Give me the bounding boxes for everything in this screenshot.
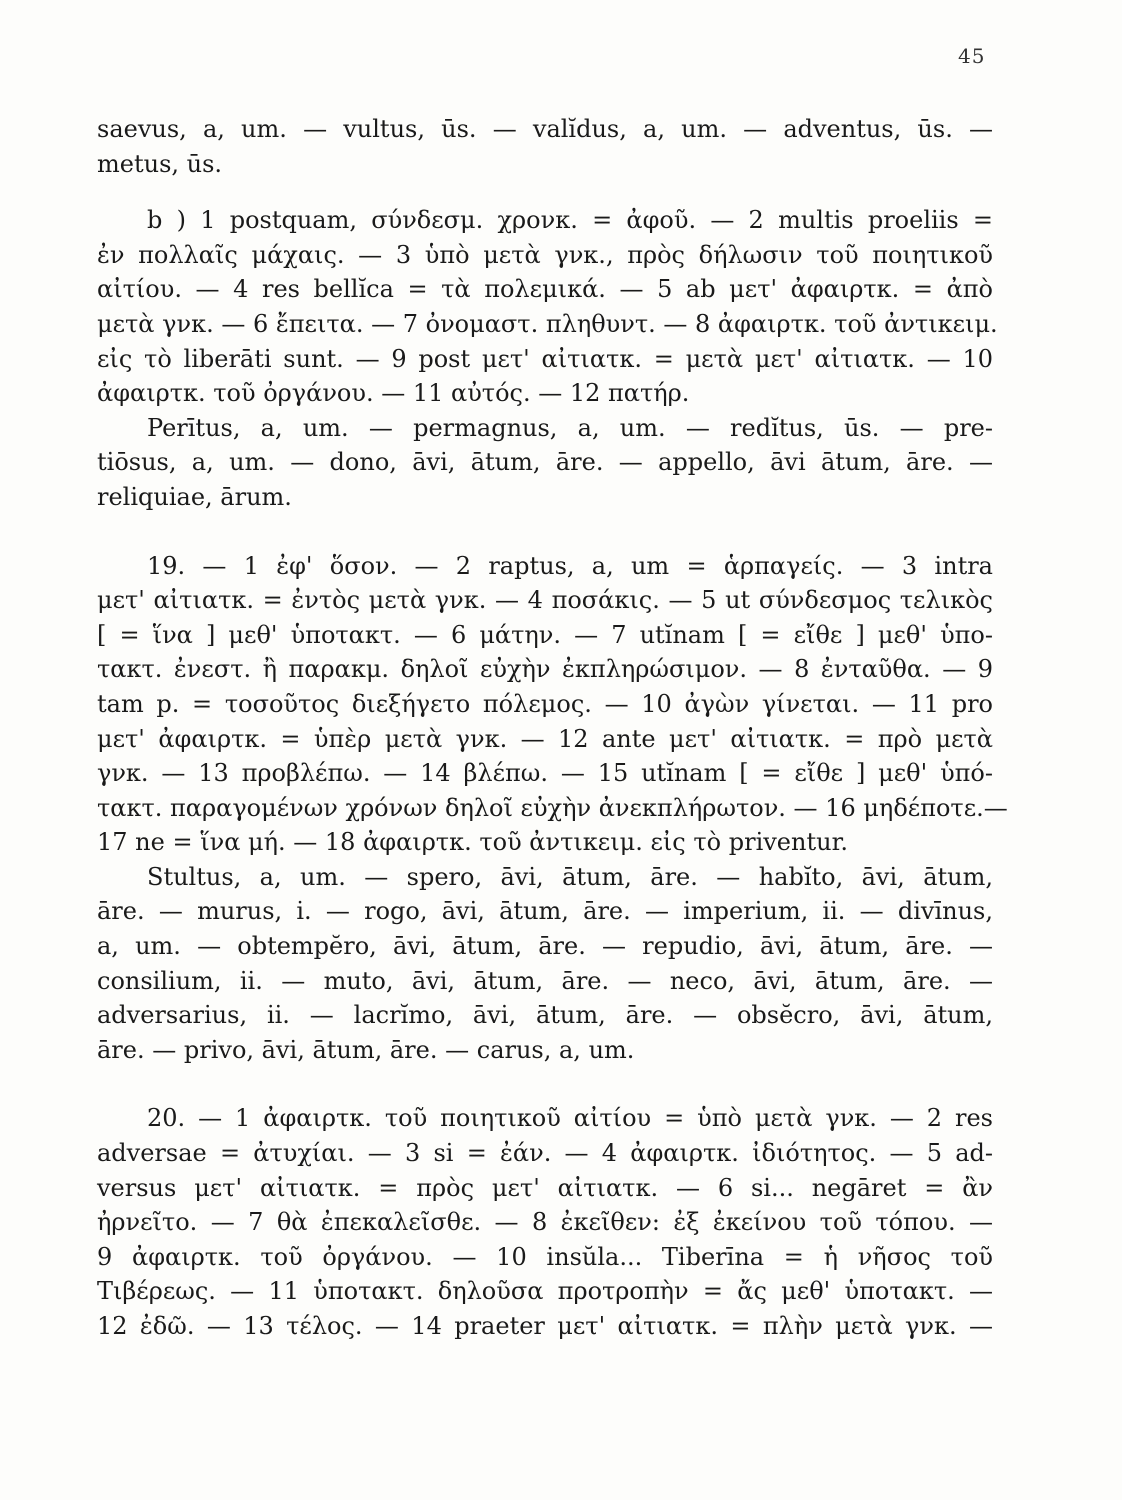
- text-line: versus μετ' αἰτιατκ. = πρὸς μετ' αἰτιατκ. — 6 si... negāret = ἂν: [97, 1173, 993, 1202]
- text-line: adversarius, ii. — lacrĭmo, āvi, ātum, āre. — obsĕcro, āvi, ātum,: [97, 1001, 993, 1030]
- text-line: adversae = ἀτυχίαι. — 3 si = ἐάν. — 4 ἀφαιρτκ. ἰδιότητος. — 5 ad-: [97, 1139, 993, 1168]
- text-line: āre. — murus, i. — rogo, āvi, ātum, āre. — imperium, ii. — divīnus,: [97, 897, 993, 926]
- text-line: 20. — 1 ἀφαιρτκ. τοῦ ποιητικοῦ αἰτίου = ὑπὸ μετὰ γνκ. — 2 res: [147, 1104, 993, 1133]
- text-line: μετ' ἀφαιρτκ. = ὑπὲρ μετὰ γνκ. — 12 ante μετ' αἰτιατκ. = πρὸ μετὰ: [97, 724, 993, 753]
- text-line: τακτ. ἐνεστ. ἢ παρακμ. δηλοῖ εὐχὴν ἐκπληρώσιμον. — 8 ἐνταῦθα. — 9: [97, 655, 993, 684]
- vocabulary-paragraph-top: [97, 112, 993, 181]
- page-number: 45: [958, 44, 986, 68]
- text-line: Stultus, a, um. — spero, āvi, ātum, āre. — habĭto, āvi, ātum,: [147, 862, 993, 891]
- text-line: 19. — 1 ἐφ' ὅσον. — 2 raptus, a, um = ἁρπαγείς. — 3 intra: [147, 551, 993, 580]
- paragraph-gap: [97, 181, 993, 203]
- paragraph-gap: [97, 515, 993, 549]
- text-line: consilium, ii. — muto, āvi, ātum, āre. — neco, āvi, ātum, āre. —: [97, 966, 993, 995]
- text-line: μετὰ γνκ. — 6 ἔπειτα. — 7 ὀνομαστ. πληθυντ. — 8 ἀφαιρτκ. τοῦ ἀντικειμ.: [97, 309, 998, 338]
- text-line: metus, ūs.: [97, 149, 223, 178]
- section-b-vocabulary: [97, 411, 993, 515]
- text-line: b ) 1 postquam, σύνδεσμ. χρονκ. = ἀφοῦ. — 2 multis proeliis =: [147, 206, 993, 235]
- text-line: 12 ἐδῶ. — 13 τέλος. — 14 praeter μετ' αἰτιατκ. = πλὴν μετὰ γνκ. —: [97, 1312, 993, 1340]
- text-line: 9 ἀφαιρτκ. τοῦ ὀργάνου. — 10 insŭla... Tiberīna = ἡ νῆσος τοῦ: [97, 1242, 993, 1271]
- section-19-vocabulary: [97, 860, 993, 1068]
- page-body: [97, 112, 1008, 1344]
- text-line: μετ' αἰτιατκ. = ἐντὸς μετὰ γνκ. — 4 ποσάκις. — 5 ut σύνδεσμος τελικὸς: [97, 586, 993, 615]
- text-line: reliquiae, ārum.: [97, 482, 292, 511]
- paragraph-gap: [97, 1067, 993, 1101]
- text-line: εἰς τὸ liberāti sunt. — 9 post μετ' αἰτιατκ. = μετὰ μετ' αἰτιατκ. — 10: [97, 344, 993, 373]
- text-line: αἰτίου. — 4 res bellĭca = τὰ πολεμικά. — 5 ab μετ' ἀφαιρτκ. = ἀπὸ: [97, 275, 994, 304]
- text-line: a, um. — obtempĕro, āvi, ātum, āre. — repudio, āvi, ātum, āre. —: [97, 932, 993, 961]
- section-20-notes: [97, 1101, 993, 1343]
- text-line: saevus, a, um. — vultus, ūs. — valĭdus, a, um. — adventus, ūs. —: [97, 115, 993, 143]
- text-line: ἠρνεῖτο. — 7 θὰ ἐπεκαλεῖσθε. — 8 ἐκεῖθεν: ἐξ ἐκείνου τοῦ τόπου. —: [97, 1208, 993, 1237]
- section-19-notes: [97, 549, 1008, 860]
- text-line: Perītus, a, um. — permagnus, a, um. — redĭtus, ūs. — pre-: [147, 413, 993, 442]
- text-line: γνκ. — 13 προβλέπω. — 14 βλέπω. — 15 utĭnam [ = εἴθε ] μεθ' ὑπό-: [97, 759, 993, 788]
- text-line: 17 ne = ἵνα μή. — 18 ἀφαιρτκ. τοῦ ἀντικειμ. εἰς τὸ priventur.: [97, 828, 849, 857]
- text-line: tiōsus, a, um. — dono, āvi, ātum, āre. — appello, āvi ātum, āre. —: [97, 448, 993, 477]
- text-line: tam p. = τοσοῦτος διεξήγετο πόλεμος. — 10 ἀγὼν γίνεται. — 11 pro: [97, 689, 993, 718]
- text-line: āre. — privo, āvi, ātum, āre. — carus, a, um.: [97, 1035, 635, 1064]
- text-line: τακτ. παραγομένων χρόνων δηλοῖ εὐχὴν ἀνεκπλήρωτον. — 16 μηδέποτε.—: [97, 793, 1008, 822]
- text-line: Τιβέρεως. — 11 ὑποτακτ. δηλοῦσα προτροπὴν = ἄς μεθ' ὑποτακτ. —: [97, 1277, 993, 1306]
- section-b-notes: [97, 203, 998, 411]
- text-line: ἐν πολλαῖς μάχαις. — 3 ὑπὸ μετὰ γνκ., πρὸς δήλωσιν τοῦ ποιητικοῦ: [97, 240, 993, 269]
- text-line: [ = ἵνα ] μεθ' ὑποτακτ. — 6 μάτην. — 7 utĭnam [ = εἴθε ] μεθ' ὑπο-: [97, 620, 993, 649]
- text-line: ἀφαιρτκ. τοῦ ὀργάνου. — 11 αὐτός. — 12 πατήρ.: [97, 379, 690, 408]
